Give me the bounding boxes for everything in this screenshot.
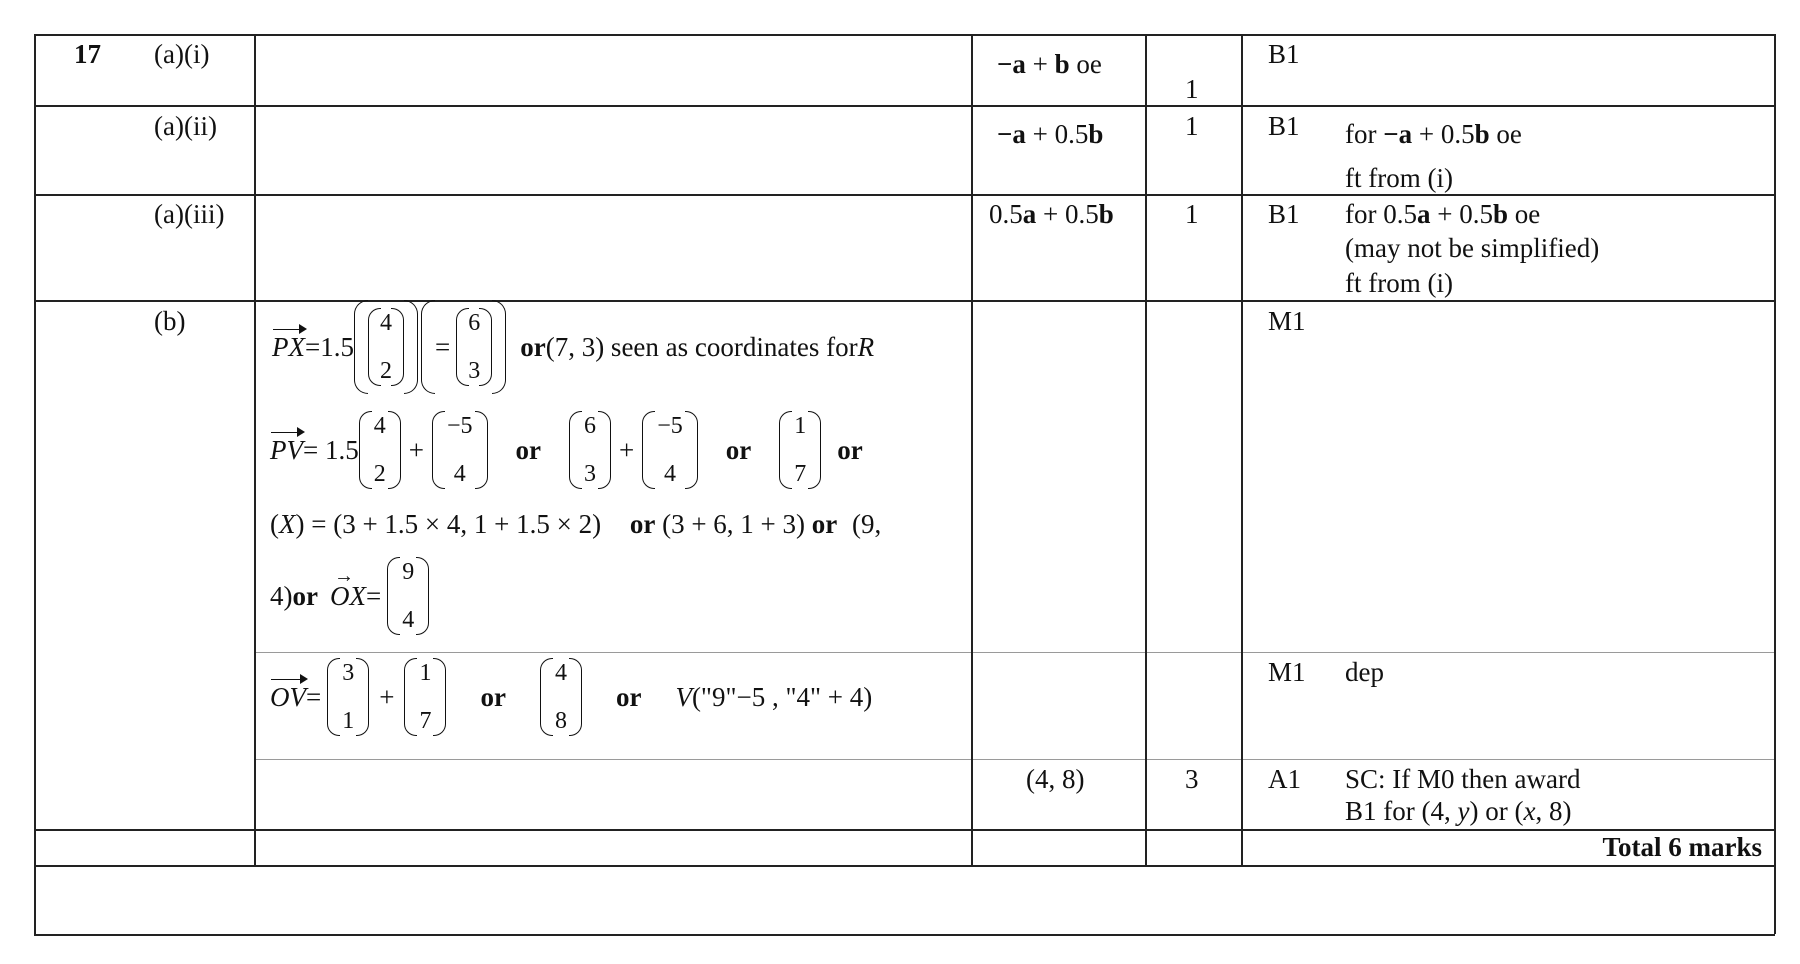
vector-pv: PV [270, 434, 303, 465]
note-a-iii-line3: ft from (i) [1345, 268, 1453, 298]
row-line [34, 194, 1775, 196]
row-line [34, 105, 1775, 107]
px-outer-bracket [354, 300, 418, 394]
column-vector: 4 2 [359, 411, 401, 489]
answer-a-i: −a + b oe [997, 49, 1102, 79]
equals-sign: = [365, 580, 382, 611]
question-number: 17 [74, 39, 101, 69]
working-ov [270, 656, 872, 738]
mark-a-iii: 1 [1185, 199, 1199, 229]
code-b-m1-dep: M1 [1268, 657, 1306, 687]
pv-multiplier: = 1.5 [303, 434, 359, 465]
or-label: or [837, 434, 863, 465]
answer-a-ii: −a + 0.5b [997, 119, 1104, 149]
column-vector: 4 2 [368, 308, 404, 386]
working-px [272, 300, 874, 394]
mark-a-i: 1 [1185, 74, 1199, 104]
plus-sign: + [619, 434, 635, 465]
col-line [1145, 34, 1147, 865]
plus-sign: + [408, 434, 424, 465]
part-label-a-iii: (a)(iii) [154, 199, 225, 229]
or-label: or [292, 580, 318, 611]
part-label-b: (b) [154, 306, 186, 336]
or-label: or [725, 434, 752, 465]
row-line [34, 934, 1775, 936]
row-line [254, 759, 1775, 760]
column-vector: 6 3 [569, 411, 611, 489]
code-b-a1: A1 [1268, 764, 1301, 794]
column-vector: −5 4 [432, 411, 488, 489]
note-a-iii-line1: for 0.5a + 0.5b oe [1345, 199, 1541, 229]
px-result-bracket [421, 300, 506, 394]
note-a-iii-line2: (may not be simplified) [1345, 233, 1600, 263]
note-b-sc-line1: SC: If M0 then award [1345, 764, 1581, 794]
or-label: or [515, 434, 541, 465]
point-r: R [857, 331, 875, 362]
vector-ox: OX → [330, 583, 366, 610]
working-x-line: (X) = (3 + 1.5 × 4, 1 + 1.5 × 2) or (3 + 6, 1 + 3) or (9, [270, 509, 882, 539]
working-pv [270, 408, 863, 492]
plus-sign: + [379, 681, 395, 712]
column-vector: 4 8 [540, 658, 582, 736]
row-line [34, 829, 1775, 831]
column-vector: 3 1 [327, 658, 369, 736]
point-v: V [675, 681, 692, 712]
answer-b-final: (4, 8) [1026, 764, 1085, 794]
col-line [1774, 34, 1776, 934]
total-marks: Total 6 marks [1602, 832, 1762, 862]
equals-sign: = [434, 331, 451, 362]
ov-coordinates-text: ("9"−5 , "4" + 4) [691, 681, 873, 712]
col-line [1241, 34, 1243, 865]
column-vector: 1 7 [404, 658, 446, 736]
col-line [254, 34, 256, 865]
part-label-a-i: (a)(i) [154, 39, 210, 69]
column-vector: −5 4 [642, 411, 698, 489]
col-line [971, 34, 973, 865]
row-line [34, 34, 1775, 36]
col-line [34, 34, 36, 934]
px-coordinates-text: (7, 3) seen as coordinates for [545, 331, 858, 362]
or-label: or [615, 681, 642, 712]
code-a-i: B1 [1268, 39, 1300, 69]
column-vector: 9 4 [387, 557, 429, 635]
or-label: or [480, 681, 506, 712]
note-b-sc-line2: B1 for (4, y) or (x, 8) [1345, 796, 1572, 826]
code-a-ii: B1 [1268, 111, 1300, 141]
working-ox: 4) or OX → = 9 4 [270, 556, 429, 636]
note-a-ii-line2: ft from (i) [1345, 163, 1453, 193]
code-b-m1: M1 [1268, 306, 1306, 336]
mark-b: 3 [1185, 764, 1199, 794]
row-line [34, 865, 1775, 867]
note-a-ii-line1: for −a + 0.5b oe [1345, 119, 1522, 149]
vector-px: PX [272, 331, 305, 362]
answer-a-iii: 0.5a + 0.5b [989, 199, 1114, 229]
part-label-a-ii: (a)(ii) [154, 111, 217, 141]
row-line [254, 652, 1775, 653]
px-multiplier: =1.5 [305, 331, 354, 362]
code-a-iii: B1 [1268, 199, 1300, 229]
column-vector: 1 7 [779, 411, 821, 489]
vector-ov: OV [270, 681, 306, 712]
column-vector: 6 3 [456, 308, 492, 386]
or-label: or [520, 331, 546, 362]
mark-a-ii: 1 [1185, 111, 1199, 141]
note-b-dep: dep [1345, 657, 1384, 687]
equals-sign: = [306, 681, 322, 712]
